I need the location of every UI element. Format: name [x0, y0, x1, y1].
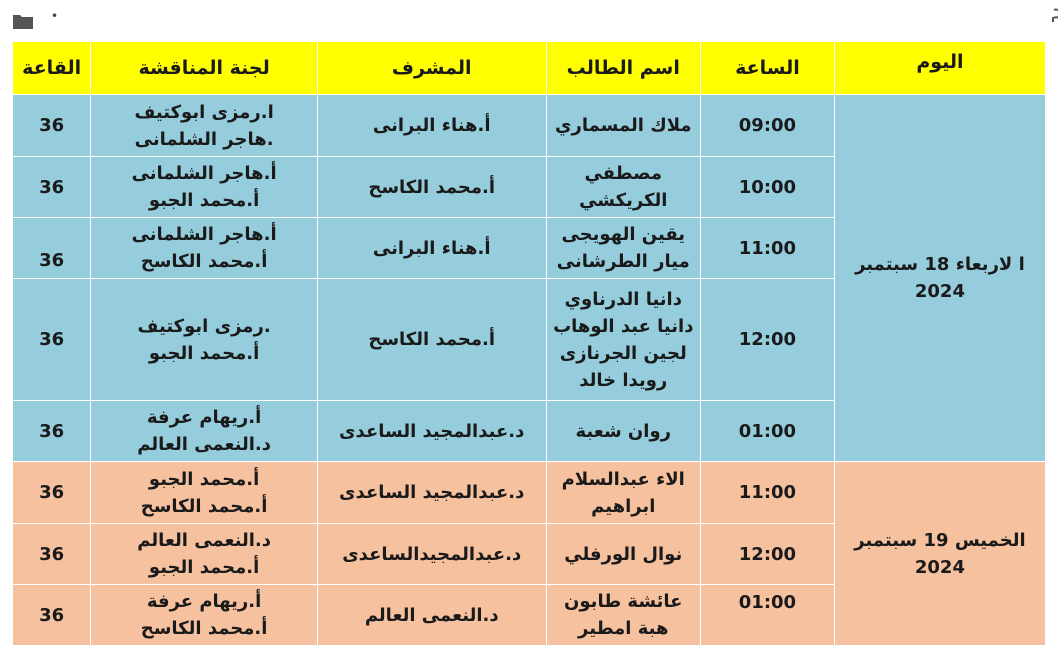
committee-cell: .رمزى ابوكتيف أ.محمد الجبو — [91, 279, 318, 401]
room-cell: 36 — [13, 401, 91, 462]
day-cell-thursday — [834, 462, 1045, 646]
time-cell: 01:00 — [701, 401, 835, 462]
header-student: اسم الطالب — [546, 42, 700, 95]
room-cell: 36 — [13, 462, 91, 524]
committee-cell: أ.ريهام عرفة أ.محمد الكاسح — [91, 585, 318, 646]
time-cell: 01:00 — [701, 585, 835, 646]
committee-cell: أ.ريهام عرفة د.النعمى العالم — [91, 401, 318, 462]
header-room: القاعة — [13, 42, 91, 95]
dot-marker: • — [51, 9, 59, 23]
table-row — [13, 95, 1046, 157]
supervisor-cell: أ.هناء البرانى — [317, 218, 546, 279]
student-cell: يقين الهويجى ميار الطرشانى — [546, 218, 700, 279]
student-cell: دانيا الدرناوي دانيا عبد الوهاب لجين الجرنازى رويدا خالد — [546, 279, 700, 401]
time-cell: 12:00 — [701, 524, 835, 585]
supervisor-cell: أ.محمد الكاسح — [317, 279, 546, 401]
committee-cell: أ.هاجر الشلمانى أ.محمد الجبو — [91, 157, 318, 218]
day-cell-wednesday — [834, 95, 1045, 462]
table-row — [13, 462, 1046, 524]
day-year: 2024 — [914, 556, 965, 578]
header-day: اليوم — [834, 42, 1045, 95]
room-cell: 36 — [13, 279, 91, 401]
committee-cell: أ.هاجر الشلمانى أ.محمد الكاسح — [91, 218, 318, 279]
time-cell: 11:00 — [701, 218, 835, 279]
header-supervisor: المشرف — [317, 42, 546, 95]
day-label: ا لاربعاء 18 سبتمبر — [855, 254, 1025, 275]
header-row — [13, 42, 1046, 95]
header-committee: لجنة المناقشة — [91, 42, 318, 95]
supervisor-cell: د.عبدالمجيدالساعدى — [317, 524, 546, 585]
room-cell: 36 — [13, 218, 91, 279]
day-year: 2024 — [914, 281, 965, 302]
supervisor-cell: د.عبدالمجيد الساعدى — [317, 401, 546, 462]
day-label: الخميس 19 سبتمبر — [854, 529, 1026, 551]
partial-icon — [1048, 8, 1058, 24]
committee-cell: د.النعمى العالم أ.محمد الجبو — [91, 524, 318, 585]
schedule-table — [12, 41, 1046, 646]
top-toolbar — [0, 0, 1060, 42]
time-cell: 10:00 — [701, 157, 835, 218]
student-cell: عائشة طابون هبة امطير — [546, 585, 700, 646]
supervisor-cell: د.النعمى العالم — [317, 585, 546, 646]
committee-cell: ا.رمزى ابوكتيف .هاجر الشلمانى — [91, 95, 318, 157]
room-cell: 36 — [13, 585, 91, 646]
time-cell: 12:00 — [701, 279, 835, 401]
room-cell: 36 — [13, 95, 91, 157]
committee-cell: أ.محمد الجبو أ.محمد الكاسح — [91, 462, 318, 524]
room-cell: 36 — [13, 157, 91, 218]
time-cell: 09:00 — [701, 95, 835, 157]
student-cell: مصطفي الكريكشي — [546, 157, 700, 218]
supervisor-cell: أ.هناء البرانى — [317, 95, 546, 157]
room-cell: 36 — [13, 524, 91, 585]
student-cell: نوال الورفلي — [546, 524, 700, 585]
student-cell: روان شعبة — [546, 401, 700, 462]
student-cell: الاء عبدالسلام ابراهيم — [546, 462, 700, 524]
student-cell: ملاك المسماري — [546, 95, 700, 157]
supervisor-cell: أ.محمد الكاسح — [317, 157, 546, 218]
time-cell: 11:00 — [701, 462, 835, 524]
folder-icon[interactable] — [12, 13, 34, 30]
header-time: الساعة — [701, 42, 835, 95]
supervisor-cell: د.عبدالمجيد الساعدى — [317, 462, 546, 524]
